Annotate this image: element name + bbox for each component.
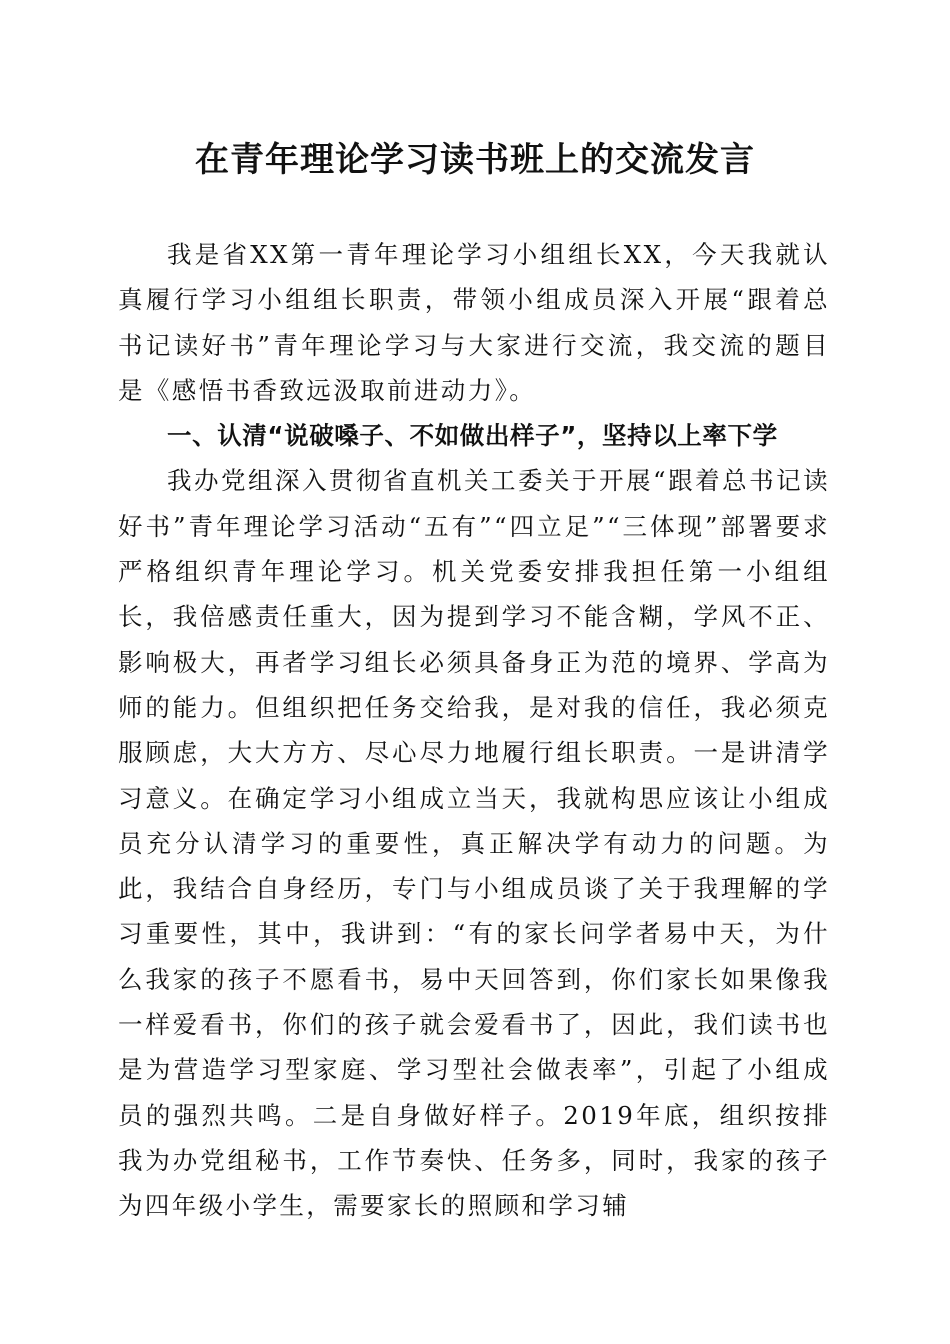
section-1-paragraph: 我办党组深入贯彻省直机关工委关于开展“跟着总书记读好书”青年理论学习活动“五有”“四立足”“三体现”部署要求严格组织青年理论学习。机关党委安排我担任第一小组组长，我倍感责任重大，因为提到学习不能含糊，学风不正、影响极大，再者学习组长必须具备身正为范的境界、学高为师的能力。但组织把任务交给我，是对我的信任，我必须克服顾虑，大大方方、尽心尽力地履行组长职责。一是讲清学习意义。在确定学习小组成立当天，我就构思应该让小组成员充分认清学习的重要性，真正解决学有动力的问题。为此，我结合自身经历，专门与小组成员谈了关于我理解的学习重要性，其中，我讲到：“有的家长问学者易中天，为什么我家的孩子不愿看书，易中天回答到，你们家长如果像我一样爱看书，你们的孩子就会爱看书了，因此，我们读书也是为营造学习型家庭、学习型社会做表率”，引起了小组成员的强烈共鸣。二是自身做好样子。2019年底，组织按排我为办党组秘书，工作节奏快、任务多，同时，我家的孩子为四年级小学生，需要家长的照顾和学习辅	[118, 466, 830, 1221]
section-heading-1: 一、认清“说破嗓子、不如做出样子”，坚持以上率下学	[167, 421, 778, 451]
document-title: 在青年理论学习读书班上的交流发言	[195, 140, 755, 180]
intro-paragraph: 我是省XX第一青年理论学习小组组长XX，今天我就认真履行学习小组组长职责，带领小组成员深入开展“跟着总书记读好书”青年理论学习与大家进行交流，我交流的题目是《感悟书香致远汲取前进动力》。	[118, 240, 830, 405]
document-body	[118, 232, 830, 1229]
